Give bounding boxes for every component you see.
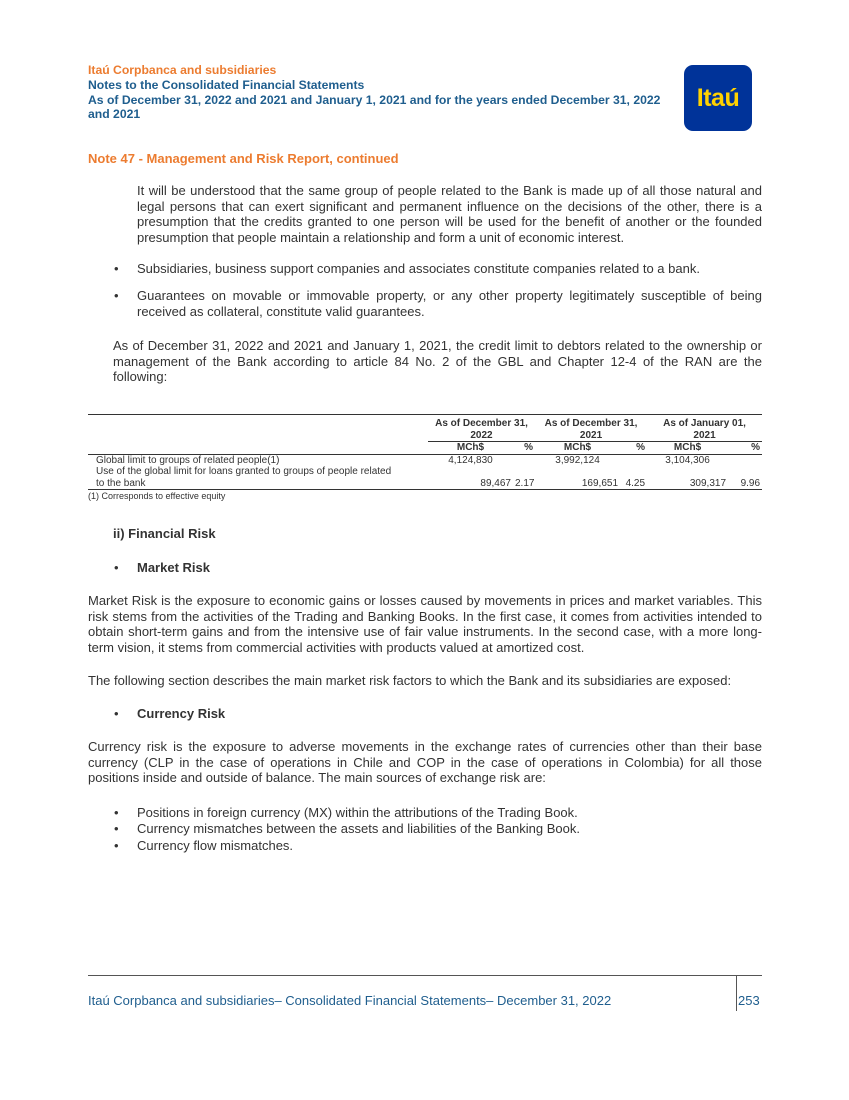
financial-risk-heading: ii) Financial Risk xyxy=(113,526,216,541)
bullet-dot: • xyxy=(114,560,119,575)
logo-text: Itaú xyxy=(696,83,740,112)
company-name: Itaú Corpbanca and subsidiaries xyxy=(88,63,277,77)
unit-cell: MCh$ xyxy=(428,442,513,455)
table-header-row xyxy=(88,415,762,442)
table xyxy=(88,415,762,490)
footer-rule xyxy=(88,975,762,976)
table-row xyxy=(88,466,762,490)
unit-cell: MCh$ xyxy=(535,442,620,455)
row-label: Use of the global limit for loans granted to groups of people related to the bank xyxy=(88,466,428,490)
credit-limit-paragraph: As of December 31, 2022 and 2021 and January 1, 2021, the credit limit to debtors related to the ownership or management of the Bank according to article 84 No. 2 of the GBL and Chapter 12-4 of the RAN are the following: xyxy=(113,338,762,385)
value-cell: 4,124,830 xyxy=(448,454,493,466)
bullet-dot: • xyxy=(114,706,119,721)
table-row xyxy=(88,454,762,466)
page-number: 253 xyxy=(738,993,760,1008)
bullet-item: Currency flow mismatches. xyxy=(137,838,294,853)
unit-cell: MCh$ xyxy=(647,442,728,455)
bullet-dot: • xyxy=(114,288,119,303)
column-header: As of January 01, 2021 xyxy=(663,418,746,441)
pct-value-cell xyxy=(513,454,535,466)
market-risk-paragraph: Market Risk is the exposure to economic gains or losses caused by movements in prices and market variables. This risk stems from the activities of the Trading and Banking Books. In the first case, it comes from activities intended to obtain short-term gains and from the intensive use of fair value instruments. In the second case, with a more long-term vision, it stems from commercial activities with products valued at amortized cost. xyxy=(88,593,762,656)
bullet-dot: • xyxy=(114,821,119,836)
pct-value-cell: 2.17 xyxy=(513,466,535,490)
table-unit-row xyxy=(88,442,762,455)
market-factors-paragraph: The following section describes the main market risk factors to which the Bank and its subsidiaries are exposed: xyxy=(88,673,732,688)
notes-title: Notes to the Consolidated Financial Statements xyxy=(88,78,365,92)
value-cell: 89,467 xyxy=(428,466,513,490)
row-label: Global limit to groups of related people(1) xyxy=(96,454,280,466)
intro-paragraph: It will be understood that the same group of people related to the Bank is made up of all those natural and legal persons that can exert significant and permanent influence on the decisions of the other, there is a presumption that the credits granted to one person will be used for the benefit of another or the founded presumption that people maintain a relationship and form a unit of economic interest. xyxy=(137,183,762,246)
market-risk-heading: Market Risk xyxy=(137,560,210,575)
table-footnote: (1) Corresponds to effective equity xyxy=(88,491,226,501)
pct-value-cell xyxy=(728,454,762,466)
bullet-item: Subsidiaries, business support companies and associates constitute companies related to a bank. xyxy=(137,261,700,276)
value-cell: 169,651 xyxy=(535,466,620,490)
bullet-item: Guarantees on movable or immovable property, or any other property legitimately susceptible of being received as collateral, constitute valid guarantees. xyxy=(137,288,762,319)
column-header: As of December 31, 2022 xyxy=(435,418,528,441)
column-header: As of December 31, 2021 xyxy=(544,418,638,441)
bullet-dot: • xyxy=(114,805,119,820)
currency-risk-heading: Currency Risk xyxy=(137,706,226,721)
bullet-item: Positions in foreign currency (MX) within the attributions of the Trading Book. xyxy=(137,805,578,820)
pct-cell: % xyxy=(513,442,535,455)
period-line-1: As of December 31, 2022 and 2021 and January 1, 2021 and for the years ended December 31, 2022 xyxy=(88,93,661,107)
itau-logo xyxy=(684,65,752,131)
bullet-dot: • xyxy=(114,261,119,276)
pct-cell: % xyxy=(620,442,647,455)
currency-risk-paragraph: Currency risk is the exposure to adverse movements in the exchange rates of currencies other than their base currency (CLP in the case of operations in Chile and COP in the case of operations in Colombia) for all those positions inside and outside of balance. The main sources of exchange risk are: xyxy=(88,739,762,786)
pct-value-cell xyxy=(620,454,647,466)
footer-text: Itaú Corpbanca and subsidiaries– Consolidated Financial Statements– December 31, 2022 xyxy=(88,993,612,1008)
period-line-2: and 2021 xyxy=(88,107,141,121)
note-title: Note 47 - Management and Risk Report, continued xyxy=(88,151,399,166)
footer-divider xyxy=(736,975,737,1011)
bullet-dot: • xyxy=(114,838,119,853)
pct-value-cell: 4.25 xyxy=(620,466,647,490)
credit-limit-table xyxy=(88,414,762,501)
pct-value-cell: 9.96 xyxy=(728,466,762,490)
value-cell: 3,104,306 xyxy=(665,454,710,466)
value-cell: 3,992,124 xyxy=(555,454,600,466)
bullet-item: Currency mismatches between the assets and liabilities of the Banking Book. xyxy=(137,821,580,836)
pct-cell: % xyxy=(728,442,762,455)
value-cell: 309,317 xyxy=(647,466,728,490)
